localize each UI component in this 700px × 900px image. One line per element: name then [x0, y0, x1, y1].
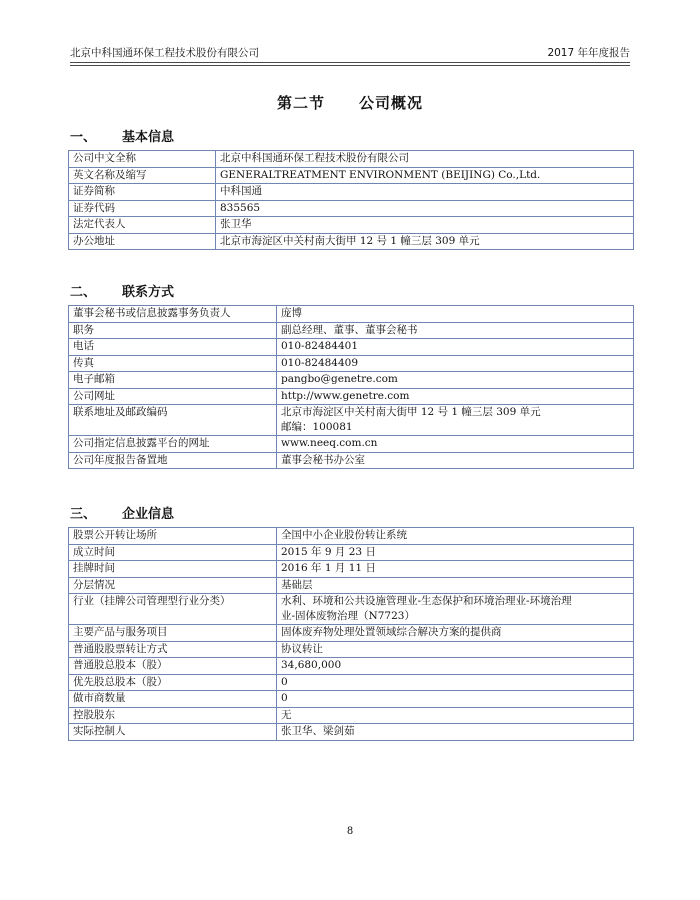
table-row	[69, 544, 634, 561]
basic-info-table	[68, 150, 634, 250]
row-value: 董事会秘书办公室	[277, 452, 634, 469]
table-row	[69, 707, 634, 724]
row-value: 0	[277, 674, 634, 691]
table-row	[69, 641, 634, 658]
row-value: 34,680,000	[277, 658, 634, 675]
row-label: 控股股东	[69, 707, 277, 724]
table-row	[69, 405, 634, 436]
row-label: 主要产品与服务项目	[69, 625, 277, 642]
row-value: http://www.genetre.com	[277, 388, 634, 405]
row-value: 010-82484409	[277, 355, 634, 372]
row-value: 835565	[216, 200, 634, 217]
table-row	[69, 167, 634, 184]
row-value: GENERALTREATMENT ENVIRONMENT (BEIJING) Co.,Ltd.	[216, 167, 634, 184]
row-label: 优先股总股本（股）	[69, 674, 277, 691]
title-section: 第二节	[276, 94, 325, 112]
table-row	[69, 217, 634, 234]
row-label: 做市商数量	[69, 691, 277, 708]
row-label: 联系地址及邮政编码	[69, 405, 277, 436]
row-label: 公司年度报告备置地	[69, 452, 277, 469]
row-value: 固体废弃物处理处置领域综合解决方案的提供商	[277, 625, 634, 642]
table-row	[69, 452, 634, 469]
section-title: 企业信息	[122, 507, 175, 522]
title-name: 公司概况	[359, 94, 424, 112]
section-number: 一、	[70, 130, 97, 145]
row-label: 普通股股票转让方式	[69, 641, 277, 658]
row-label: 证券代码	[69, 200, 216, 217]
row-label: 公司网址	[69, 388, 277, 405]
row-label: 董事会秘书或信息披露事务负责人	[69, 306, 277, 323]
table-row	[69, 339, 634, 356]
table-row	[69, 436, 634, 453]
row-label: 法定代表人	[69, 217, 216, 234]
row-value: 张卫华、梁剑茹	[277, 724, 634, 741]
section-basic-heading	[70, 126, 174, 145]
row-label: 办公地址	[69, 233, 216, 250]
row-value: 中科国通	[216, 184, 634, 201]
row-value: 2015 年 9 月 23 日	[277, 544, 634, 561]
row-value: 2016 年 1 月 11 日	[277, 561, 634, 578]
row-value: 基础层	[277, 577, 634, 594]
table-row	[69, 691, 634, 708]
row-label: 普通股总股本（股）	[69, 658, 277, 675]
enterprise-table	[68, 527, 634, 741]
table-row	[69, 151, 634, 168]
table-row	[69, 561, 634, 578]
row-value	[277, 594, 634, 625]
row-label: 传真	[69, 355, 277, 372]
row-value-line: 水利、环境和公共设施管理业-生态保护和环境治理业-环境治理	[281, 595, 572, 607]
header-company: 北京中科国通环保工程技术股份有限公司	[70, 47, 259, 59]
header-report: 2017 年年度报告	[547, 47, 630, 59]
table-row	[69, 528, 634, 545]
row-value	[277, 405, 634, 436]
row-value: 无	[277, 707, 634, 724]
row-value: 张卫华	[216, 217, 634, 234]
table-row	[69, 355, 634, 372]
table-row	[69, 200, 634, 217]
table-row	[69, 674, 634, 691]
row-label: 公司中文全称	[69, 151, 216, 168]
table-row	[69, 658, 634, 675]
row-value: pangbo@genetre.com	[277, 372, 634, 389]
contact-table	[68, 305, 634, 469]
row-value: 010-82484401	[277, 339, 634, 356]
section-enterprise-heading	[70, 503, 174, 522]
row-value: 北京市海淀区中关村南大街甲 12 号 1 幢三层 309 单元	[216, 233, 634, 250]
row-label: 股票公开转让场所	[69, 528, 277, 545]
table-row	[69, 233, 634, 250]
table-row	[69, 724, 634, 741]
header-rule	[70, 65, 630, 66]
row-value: 全国中小企业股份转让系统	[277, 528, 634, 545]
page-title	[0, 92, 700, 113]
row-label: 电子邮箱	[69, 372, 277, 389]
section-contact-heading	[70, 281, 174, 300]
section-number: 二、	[70, 285, 97, 300]
row-label: 英文名称及缩写	[69, 167, 216, 184]
table-row	[69, 184, 634, 201]
page-header	[70, 42, 630, 63]
section-number: 三、	[70, 507, 97, 522]
row-label: 成立时间	[69, 544, 277, 561]
row-value-line: 业-固体废物治理（N7723）	[281, 610, 415, 622]
row-value: 协议转让	[277, 641, 634, 658]
table-row	[69, 306, 634, 323]
row-value-line: 邮编：100081	[281, 421, 353, 433]
row-label: 公司指定信息披露平台的网址	[69, 436, 277, 453]
row-value: 0	[277, 691, 634, 708]
row-value: 北京中科国通环保工程技术股份有限公司	[216, 151, 634, 168]
table-row	[69, 388, 634, 405]
section-title: 基本信息	[122, 130, 175, 145]
row-label: 挂牌时间	[69, 561, 277, 578]
section-title: 联系方式	[122, 285, 175, 300]
row-value-line: 北京市海淀区中关村南大街甲 12 号 1 幢三层 309 单元	[281, 406, 541, 418]
table-row	[69, 372, 634, 389]
row-label: 分层情况	[69, 577, 277, 594]
row-label: 职务	[69, 322, 277, 339]
page-number: 8	[346, 826, 354, 837]
row-value: www.neeq.com.cn	[277, 436, 634, 453]
table-row	[69, 625, 634, 642]
table-row	[69, 594, 634, 625]
row-label: 行业（挂牌公司管理型行业分类）	[69, 594, 277, 625]
row-label: 实际控制人	[69, 724, 277, 741]
row-label: 证券简称	[69, 184, 216, 201]
table-row	[69, 577, 634, 594]
row-value: 副总经理、董事、董事会秘书	[277, 322, 634, 339]
row-value: 庞博	[277, 306, 634, 323]
table-row	[69, 322, 634, 339]
row-label: 电话	[69, 339, 277, 356]
